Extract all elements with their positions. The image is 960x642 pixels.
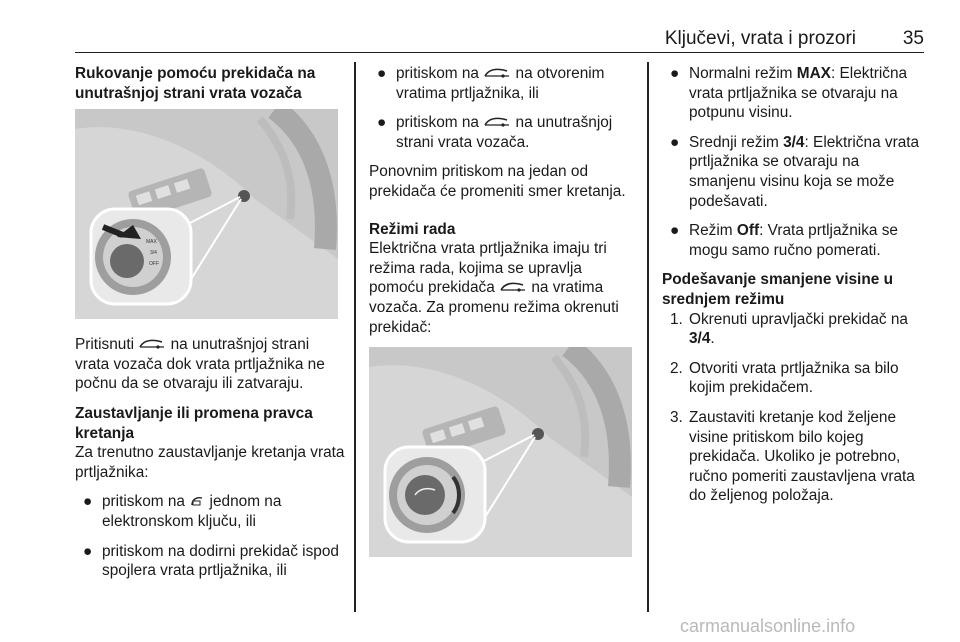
paragraph: Električna vrata prtljažnika imaju tri režima rada, kojima se upravlja pomoću prekidača na vratima vozača. Za promenu režima okrenuti prekidač:	[369, 240, 619, 336]
section-heading: Rukovanje pomoću prekidača na unutrašnjoj strani vrata vozača	[75, 65, 316, 102]
numbered-list	[662, 310, 928, 506]
section-heading: Podešavanje smanjene visine u srednjem režimu	[662, 271, 893, 308]
list-item: ● pritiskom na na unutrašnjoj strani vrata vozača.	[377, 114, 613, 151]
list-item: ● pritiskom na jednom na elektronskom ključu, ili	[83, 493, 282, 530]
column-3	[662, 64, 928, 516]
bullet-list	[369, 64, 637, 152]
paragraph: Ponovnim pritiskom na jedan od prekidača će promeniti smer kretanja.	[369, 163, 626, 200]
section-heading: Režimi rada	[369, 220, 456, 238]
section-heading: Zaustavljanje ili promena pravca kretanja	[75, 404, 313, 442]
list-item: ● Režim Off: Vrata prtljažnika se mogu samo ručno pomerati.	[670, 222, 898, 259]
door-switch-figure	[75, 109, 338, 319]
page-number: 35	[902, 28, 924, 49]
switch-label-max: MAX	[146, 239, 157, 246]
column-1	[75, 64, 345, 591]
column-divider	[354, 62, 356, 612]
column-divider	[647, 62, 649, 612]
list-item: 3. Zaustaviti kretanje kod željene visine pritiskom bilo kojeg prekidača. Ukoliko je potrebno, ručno pomeriti zaustavljena vrata do željenog položaja.	[670, 408, 915, 505]
list-item: 1. Okrenuti upravljački prekidač na 3/4.	[670, 310, 908, 348]
bullet-list	[662, 64, 928, 260]
tailgate-icon	[138, 338, 166, 350]
header-title: Ključevi, vrata i prozori	[664, 28, 856, 49]
tailgate-icon	[483, 67, 511, 79]
list-item: ● pritiskom na dodirni prekidač ispod spojlera vrata prtljažnika, ili	[83, 542, 339, 580]
list-item: 2. Otvoriti vrata prtljažnika sa bilo kojim prekidačem.	[670, 359, 899, 397]
paragraph: Pritisnuti na unutrašnjoj strani vrata vozača dok vrata prtljažnika ne počnu da se otvaraju ili zatvaraju.	[75, 336, 325, 393]
switch-label-34: 3/4	[150, 250, 157, 257]
list-item: ● Normalni režim MAX: Električna vrata prtljažnika se otvaraju na potpunu visinu.	[670, 65, 908, 122]
tailgate-icon	[483, 116, 511, 128]
list-item: ● Srednji režim 3/4: Električna vrata prtljažnika se otvaraju na smanjenu visinu koja se može podešavati.	[670, 133, 920, 210]
page-header	[75, 22, 924, 53]
list-item: ● pritiskom na na otvorenim vratima prtljažnika, ili	[377, 65, 605, 102]
key-tailgate-icon	[189, 495, 205, 507]
paragraph: Za trenutno zaustavljanje kretanja vrata prtljažnika:	[75, 444, 345, 481]
bullet-list	[75, 492, 345, 580]
switch-label-off: OFF	[149, 261, 159, 268]
column-2	[369, 64, 637, 573]
watermark: carmanualsonline.info	[680, 616, 856, 636]
mode-switch-figure	[369, 347, 632, 557]
tailgate-icon	[499, 281, 527, 293]
